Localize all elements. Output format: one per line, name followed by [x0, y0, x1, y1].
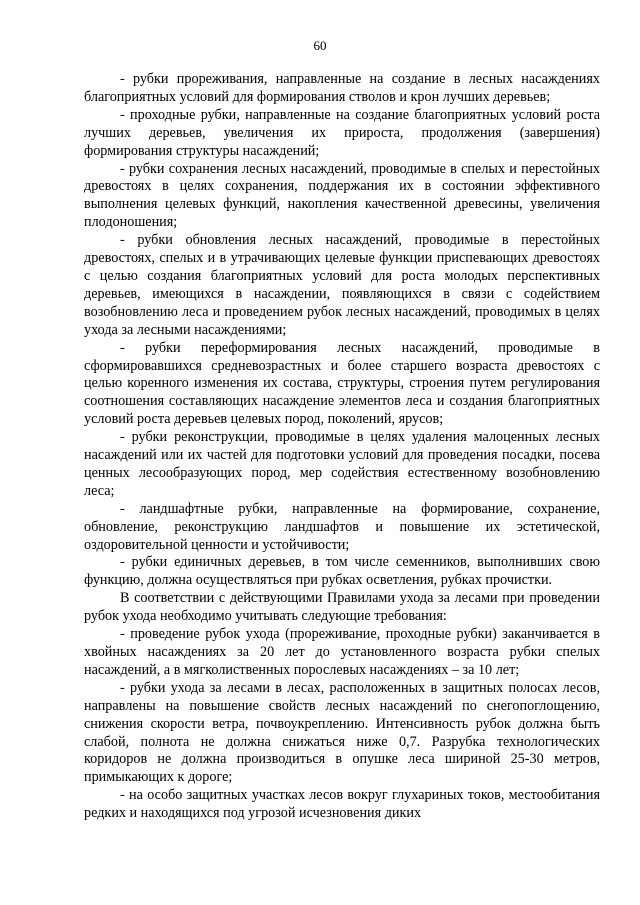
paragraph-reformation-cuttings: - рубки переформирования лесных насаждений, проводимые в сформировавшихся средневозрастных и более старшего возраста древостоях с целью коренного изменения их состава, структуры, строения путем регулирования соотношения составляющих насаждение элементов леса и создания благоприятных условий роста деревьев целевых пород, поколений, ярусов;: [84, 339, 600, 428]
paragraph-preservation-cuttings: - рубки сохранения лесных насаждений, проводимые в спелых и перестойных древостоях в целях сохранения, поддержания их в состоянии эффективного выполнения целевых функций, накопления качественной древесины, увеличения плодоношения;: [84, 160, 600, 231]
paragraph-requirement-age: - проведение рубок ухода (прореживание, проходные рубки) заканчивается в хвойных насаждениях за 20 лет до установленного возраста рубки спелых насаждений, а в мягколиственных порослевых насаждениях – за 10 лет;: [84, 626, 600, 678]
paragraph-passage-cuttings: - проходные рубки, направленные на создание благоприятных условий роста лучших деревьев, увеличения их прироста, продолжения (завершения) формирования структуры насаждений;: [84, 106, 600, 159]
paragraph-thinning-cuttings: - рубки прореживания, направленные на создание в лесных насаждениях благоприятных условий для формирования стволов и крон лучших деревьев;: [84, 71, 600, 105]
page-number: 60: [313, 38, 327, 53]
paragraph-reconstruction-cuttings: - рубки реконструкции, проводимые в целях удаления малоценных лесных насаждений или их частей для подготовки условий для проведения посадки, посева ценных лесообразующих пород, мер содействия естественному возобновлению леса;: [84, 429, 600, 499]
paragraph-requirement-protective-strips: - рубки ухода за лесами в лесах, расположенных в защитных полосах лесов, направлены на повышение свойств лесных насаждений по снегопоглощению, снижения скорости ветра, почвоукреплению. Интенсивность рубок должна быть слабой, полнота не должна снижаться ниже 0,7. Разрубка технологических коридоров не должна производиться в опушке леса шириной 25-30 метров, примыкающих к дороге;: [84, 679, 600, 786]
paragraph-requirement-special-areas: - на особо защитных участках лесов вокруг глухариных токов, местообитания редких и находящихся под угрозой исчезновения диких: [84, 787, 600, 822]
body-text: [84, 71, 600, 823]
paragraph-rules-intro: В соответствии с действующими Правилами ухода за лесами при проведении рубок ухода необходимо учитывать следующие требования:: [84, 590, 600, 625]
paragraph-single-tree-cuttings: - рубки единичных деревьев, в том числе семенников, выполнивших свою функцию, должна осуществляться при рубках осветления, рубках прочистки.: [84, 554, 600, 589]
paragraph-renewal-cuttings: - рубки обновления лесных насаждений, проводимые в перестойных древостоях, спелых и в утрачивающих целевые функции приспевающих древостоях с целью создания благоприятных условий для роста молодых перспективных деревьев, имеющихся в насаждении, появляющихся в связи с содействием возобновлению леса и проведением рубок лесных насаждений, проводимых в целях ухода за лесными насаждениями;: [84, 232, 600, 338]
paragraph-landscape-cuttings: - ландшафтные рубки, направленные на формирование, сохранение, обновление, реконструкцию ландшафтов и повышение их эстетической, оздоровительной ценности и устойчивости;: [84, 500, 600, 553]
